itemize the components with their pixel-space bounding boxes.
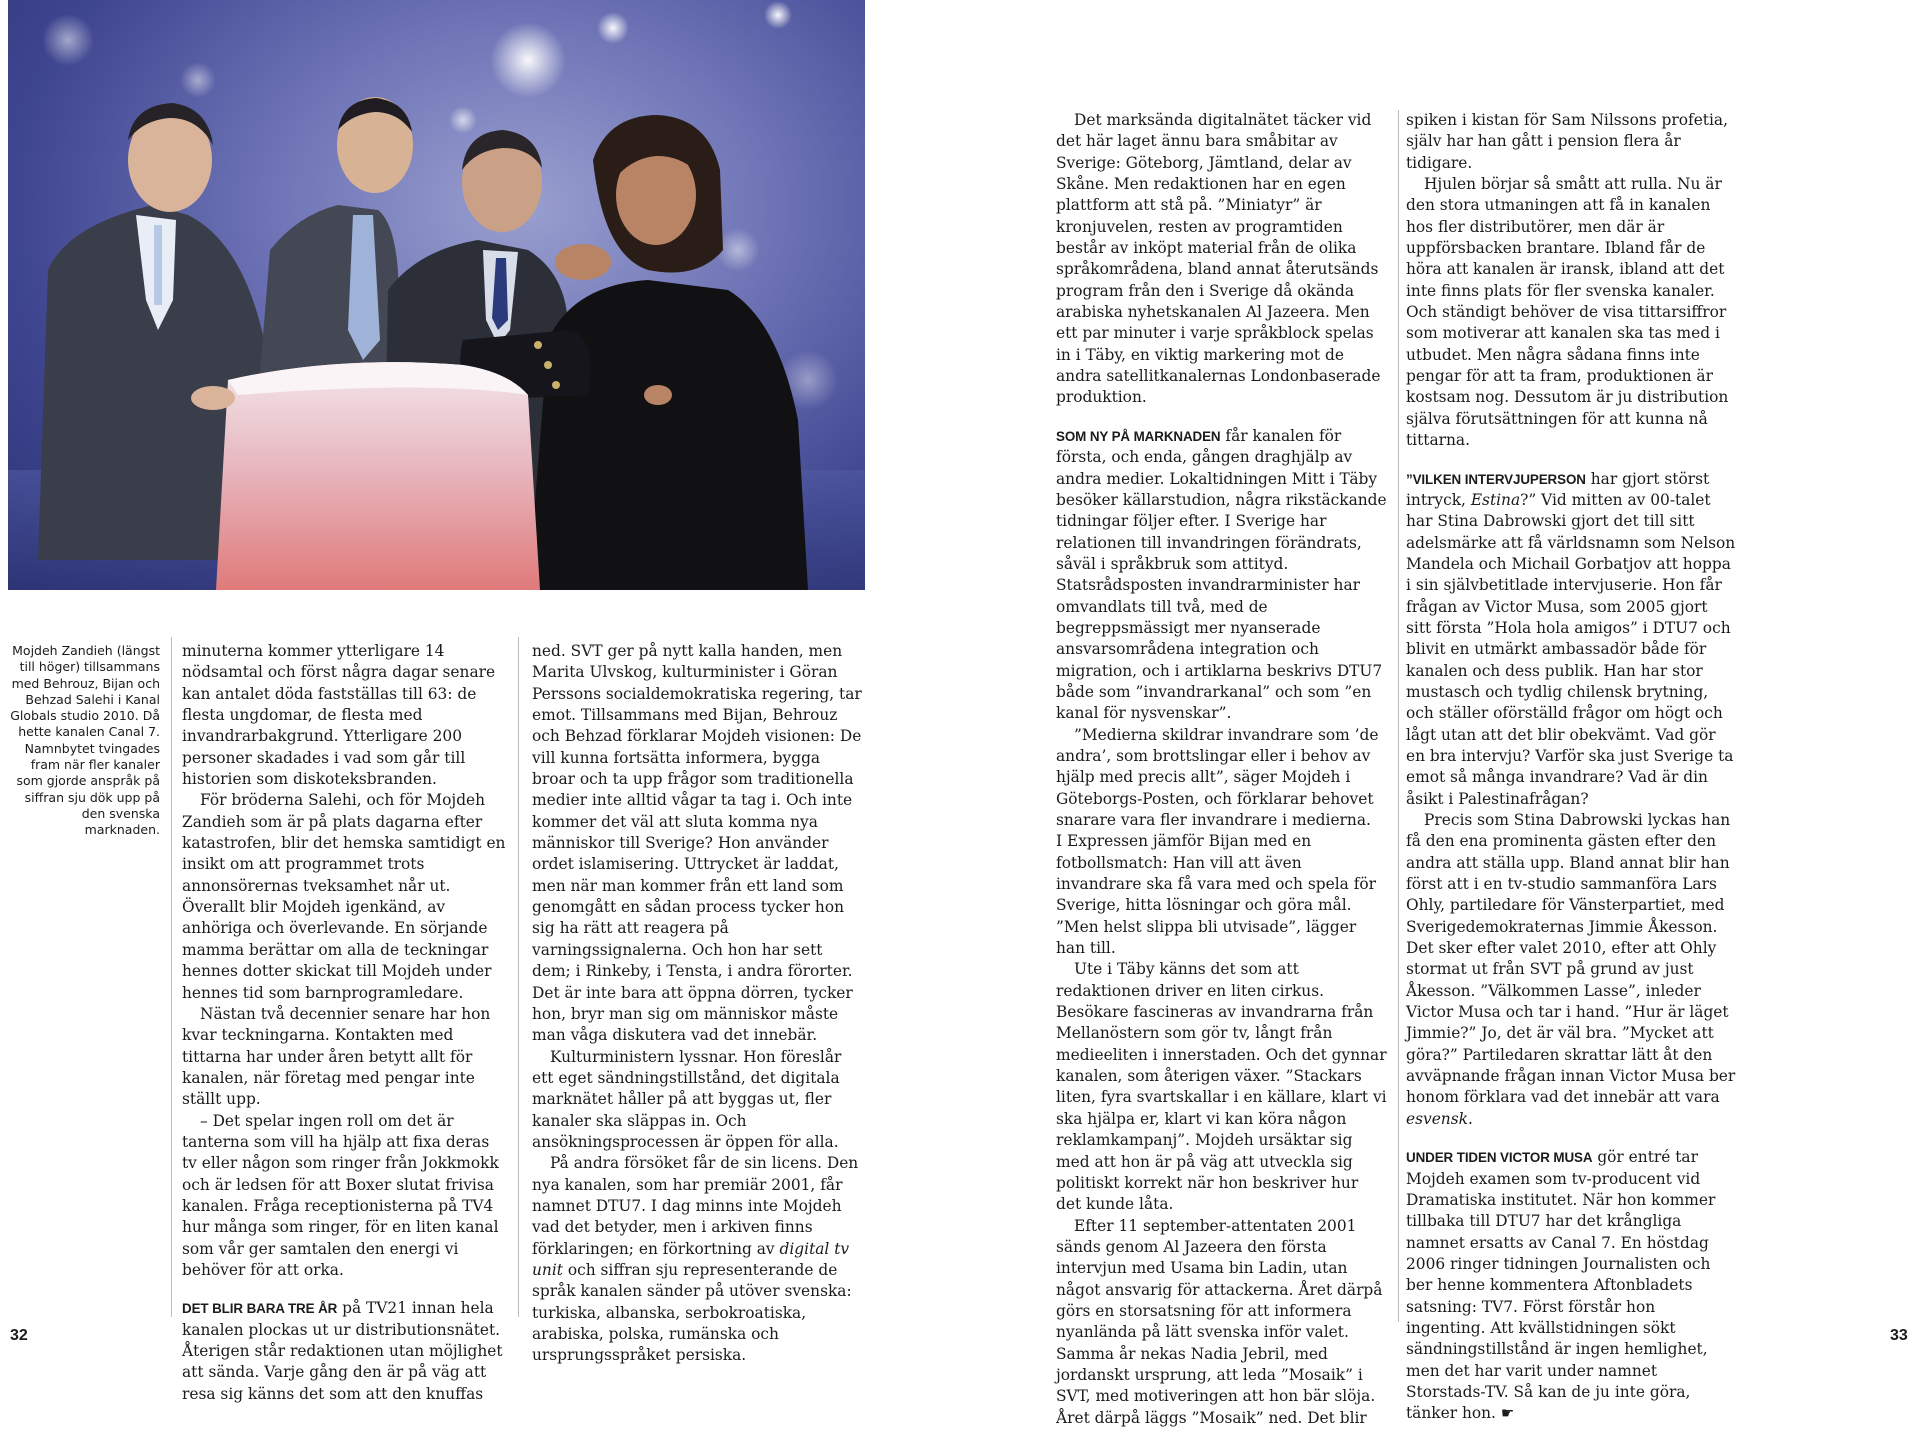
paragraph: Ute i Täby känns det som att redaktionen driver en liten cirkus. Besökare fascineras av invandrarna från Mellanöstern som gör tv, långt från medieeliten i innerstaden. Och det gynnar kanalen, som återigen växer. ”Stackars liten, fyra svartskallar i en källare, klart vi ska hjälpa er, klart vi kan köra någon reklamkampanj”. Mojdeh ursäktar sig med att hon är på väg att utveckla sig politiskt korrekt när hon beskriver hur det kunde låta. — [1056, 960, 1387, 1214]
section-lead: SOM NY PÅ MARKNADEN — [1056, 428, 1221, 444]
paragraph: spiken i kistan för Sam Nilssons profetia, själv har han gått i pension flera år tidigare. — [1406, 111, 1728, 172]
paragraph-text: har gjort störst intryck, — [1406, 469, 1710, 509]
paragraph-text: . — [1467, 1109, 1473, 1128]
paragraph — [1406, 810, 1736, 1130]
right-page — [960, 0, 1920, 1427]
paragraph-text: och siffran sju representerande de språk kanalen sänder på utöver svenska: turkiska, albanska, serbokroatiska, arabiska, polska, rumänska och ursprungsspråket persiska. — [532, 1260, 852, 1365]
article-column-2 — [532, 641, 862, 1367]
paragraph: För bröderna Salehi, och för Mojdeh Zandieh som är på plats dagarna efter katastrofen, blir det hemska samtidigt en insikt om att programmet trots annonsörernas tveksamhet når ut. Överallt blir Mojdeh igenkänd, av anhöriga och överlevande. En sörjande mamma berättar om alla de teckningar hennes dotter skickat till Mojdeh under hennes tid som barnprogramledare. — [182, 791, 506, 1002]
paragraph: – Det spelar ingen roll om det är tanterna som vill ha hjälp att fixa deras tv eller någon som ringer från Jokkmokk och är ledsen för att Boxer slutat frivisa kanalen. Fråga receptionisterna på TV4 hur många som ringer, för en liten kanal som vår ger samtalen den energi vi behöver för att orka. — [182, 1111, 499, 1279]
paragraph-text: får kanalen för första, och enda, gången draghjälp av andra medier. Lokaltidningen Mitt i Täby besöker källarstudion, några rikstäckande tidningar följer efter. I Sverige har relationen till invandringen förändrats, såväl i språkbruk som attityd. Statsrådsposten invandrarminister har omvandlats till två, med de begreppsmässigt mer nyanserade ansvarsområdena integration och migration, och i artiklarna beskrivs DTU7 både som ”invandrarkanal” och som ”en kanal för nysvenskar”. — [1056, 426, 1387, 723]
photo-illustration — [8, 0, 865, 590]
page-number-left: 32 — [10, 1327, 28, 1344]
paragraph: Kulturministern lyssnar. Hon föreslår ett eget sändningstillstånd, det digitala marknätet håller på att byggas ut, fler kanaler ska släppas in. Och ansökningsprocessen är öppen för alla. — [532, 1047, 842, 1151]
section-lead: UNDER TIDEN VICTOR MUSA — [1406, 1150, 1593, 1166]
article-column-3 — [1056, 110, 1388, 1429]
paragraph — [1056, 426, 1388, 725]
left-page — [0, 0, 960, 1403]
photo-caption: Mojdeh Zandieh (längst till höger) tillsammans med Behrouz, Bijan och Behzad Salehi i Kanal Globals studio 2010. Då hette kanalen Canal 7. Namnbytet tvingades fram när fler kanaler som gjorde anspråk på siffran sju dök upp på den svenska marknaden. — [10, 643, 160, 838]
paragraph-text: gör entré tar Mojdeh examen som tv-producent vid Dramatiska institutet. När hon kommer tillbaka till DTU7 har det krångliga namnet ersatts av Canal 7. En höstdag 2006 ringer tidningen Journalisten och ber henne kommentera Aftonbladets satsning: TV7. Först förstår hon ingenting. Att kvällstidningen sökt sändningstillstånd är ingen hemlighet, men det har varit under namnet Storstads-TV. Så kan de ju inte göra, tänker hon. — [1406, 1148, 1716, 1423]
paragraph — [532, 1153, 862, 1366]
paragraph-text: På andra försöket får de sin licens. Den nya kanalen, som har premiär 2001, får namnet DTU7. I dag minns inte Mojdeh vad det betyder, men i arkiven finns förklaringen; en förkortning av — [532, 1154, 859, 1258]
section-lead: DET BLIR BARA TRE ÅR — [182, 1301, 338, 1317]
section-lead: ”VILKEN INTERVJUPERSON — [1406, 471, 1586, 487]
column-rule — [518, 637, 519, 1317]
article-column-1 — [182, 641, 508, 1405]
page-number-right: 33 — [1890, 1327, 1908, 1344]
paragraph-text: ?” Vid mitten av 00-talet har Stina Dabrowski gjort det till sitt adelsmärke att få världsnamn som Nelson Mandela och Michail Gorbatjov att hoppa i sin självbetitlade intervjuserie. Hon får frågan av Victor Musa, som 2005 gjort sitt första ”Hola hola amigos” i DTU7 och blivit en utmärkt ambassadör både för kanalen och dess publik. Han har stor mustasch och tydlig chilensk brytning, och ställer oförställd frågor om högt och lågt utan att det blir obekvämt. Vad gör en bra intervju? Varför ska just Sverige ta emot så många invandrare? Vad är din åsikt i Palestinafrågan? — [1406, 490, 1736, 808]
italic-term: Estina — [1470, 490, 1521, 509]
paragraph: Hjulen börjar så smått att rulla. Nu är den stora utmaningen att få in kanalen hos fler distributörer, men där är uppförsbacken brantare. Ibland får de höra att kanalen är iransk, ibland att det inte finns plats för fler svenska kanaler. Och ständigt behöver de visa tittarsiffror som motiverar att kanalen ska tas med i utbudet. Men några sådana finns inte pengar för att ta fram, produktionen är kostsam nog. Dessutom är ju distribution själva förutsättningen för att kunna nå tittarna. — [1406, 175, 1729, 450]
paragraph: I Expressen jämför Bijan med en fotbollsmatch: Han vill att även invandrare ska få vara med och spela för Sverige, hitta lösningar och göra mål. ”Men helst slippa bli utvisade”, lägger han till. — [1056, 832, 1377, 958]
italic-term: digital tv unit — [532, 1239, 850, 1279]
paragraph-text: på TV21 innan hela kanalen plockas ut ur distributionsnätet. Återigen står redaktionen utan möjlighet att sända. Varje gång den är på väg att resa sig känns det som att den knuffas — [182, 1299, 503, 1403]
column-rule — [171, 637, 172, 1317]
paragraph: minuterna kommer ytterligare 14 nödsamtal och först några dagar senare kan antalet döda fastställas till 63: de flesta ungdomar, de flesta med invandrarbakgrund. Ytterligare 200 personer skadades i vad som går till historien som diskoteksbranden. — [182, 642, 496, 789]
column-rule — [1398, 110, 1399, 1322]
paragraph: ”Medierna skildrar invandrare som ’de andra’, som brottslingar eller i behov av hjälp med precis allt”, säger Mojdeh i Göteborgs-Posten, och förklarar behovet snarare vara fler invandrare i medierna. — [1056, 725, 1379, 829]
paragraph — [1406, 469, 1736, 811]
article-column-4 — [1406, 110, 1736, 1425]
italic-term: esvensk — [1406, 1109, 1468, 1128]
pointing-hand-icon: ☛ — [1500, 1404, 1515, 1423]
paragraph: Det marksända digitalnätet täcker vid det här laget ännu bara småbitar av Sverige: Göteborg, Jämtland, delar av Skåne. Men redaktionen har en egen plattform att stå på. ”Miniatyr” är kronjuvelen, resten av programtiden består av inköpt material från de olika språkområdena, bland annat återutsänds program från den i Sverige då okända arabiska nyhetskanalen Al Jazeera. Men ett par minuter i varje språkblock spelas in i Täby, en viktig markering mot de andra satellitkanalernas Londonbaserade produktion. — [1056, 111, 1381, 407]
paragraph — [1406, 1147, 1736, 1424]
paragraph: ned. SVT ger på nytt kalla handen, men Marita Ulvskog, kulturminister i Göran Perssons socialdemokratiska regering, tar emot. Tillsammans med Bijan, Behrouz och Behzad förklarar Mojdeh visionen: De vill kunna fortsätta informera, bygga broar och ta upp frågor som traditionella medier inte alltid vågar ta tag i. Och inte kommer det väl att sluta komma nya människor till Sverige? Hon använder ordet islamisering. Uttrycket är laddat, men när man kommer från ett land som genomgått en sådan process tycker hon sig ha rätt att reagera på varningssignalerna. Och hon har sett dem; i Rinkeby, i Tensta, i andra förorter. Det är inte bara att öppna dörren, tycker hon, bryr man sig om människor måste man våga diskutera vad det innebär. — [532, 642, 862, 1045]
paragraph: Efter 11 september-attentaten 2001 sänds genom Al Jazeera den första intervjun med Usama bin Ladin, utan något ansvarig för attackerna. Året därpå görs en storsatsning för att informera nyanlända på lätt svenska inför valet. Samma år nekas Nadia Jebril, med jordanskt ursprung, att leda ”Mosaik” i SVT, med motiveringen att hon bär slöja. Året därpå läggs ”Mosaik” ned. Det blir — [1056, 1216, 1383, 1427]
paragraph-text: Precis som Stina Dabrowski lyckas han få den ena prominenta gästen efter den andra att ställa upp. Bland annat blir han först att i en tv-studio sammanföra Lars Ohly, partiledare för Vänsterpartiet, med Sverigedemokraternas Jimmie Åkesson. Det sker efter valet 2010, efter att Ohly stormat ut från SVT på grund av just Åkesson. ”Välkommen Lasse”, inleder Victor Musa och tar i hand. ”Hur är läget Jimmie?” Jo, det är väl bra. ”Mycket att göra?” Partiledaren skrattar lätt åt den avväpnande frågan innan Victor Musa ber honom förklara vad det innebär att vara — [1406, 811, 1736, 1107]
studio-photo — [8, 0, 865, 590]
paragraph: Nästan två decennier senare har hon kvar teckningarna. Kontakten med tittarna har under åren betytt allt för kanalen, när företag med pengar inte ställt upp. — [182, 1004, 491, 1109]
